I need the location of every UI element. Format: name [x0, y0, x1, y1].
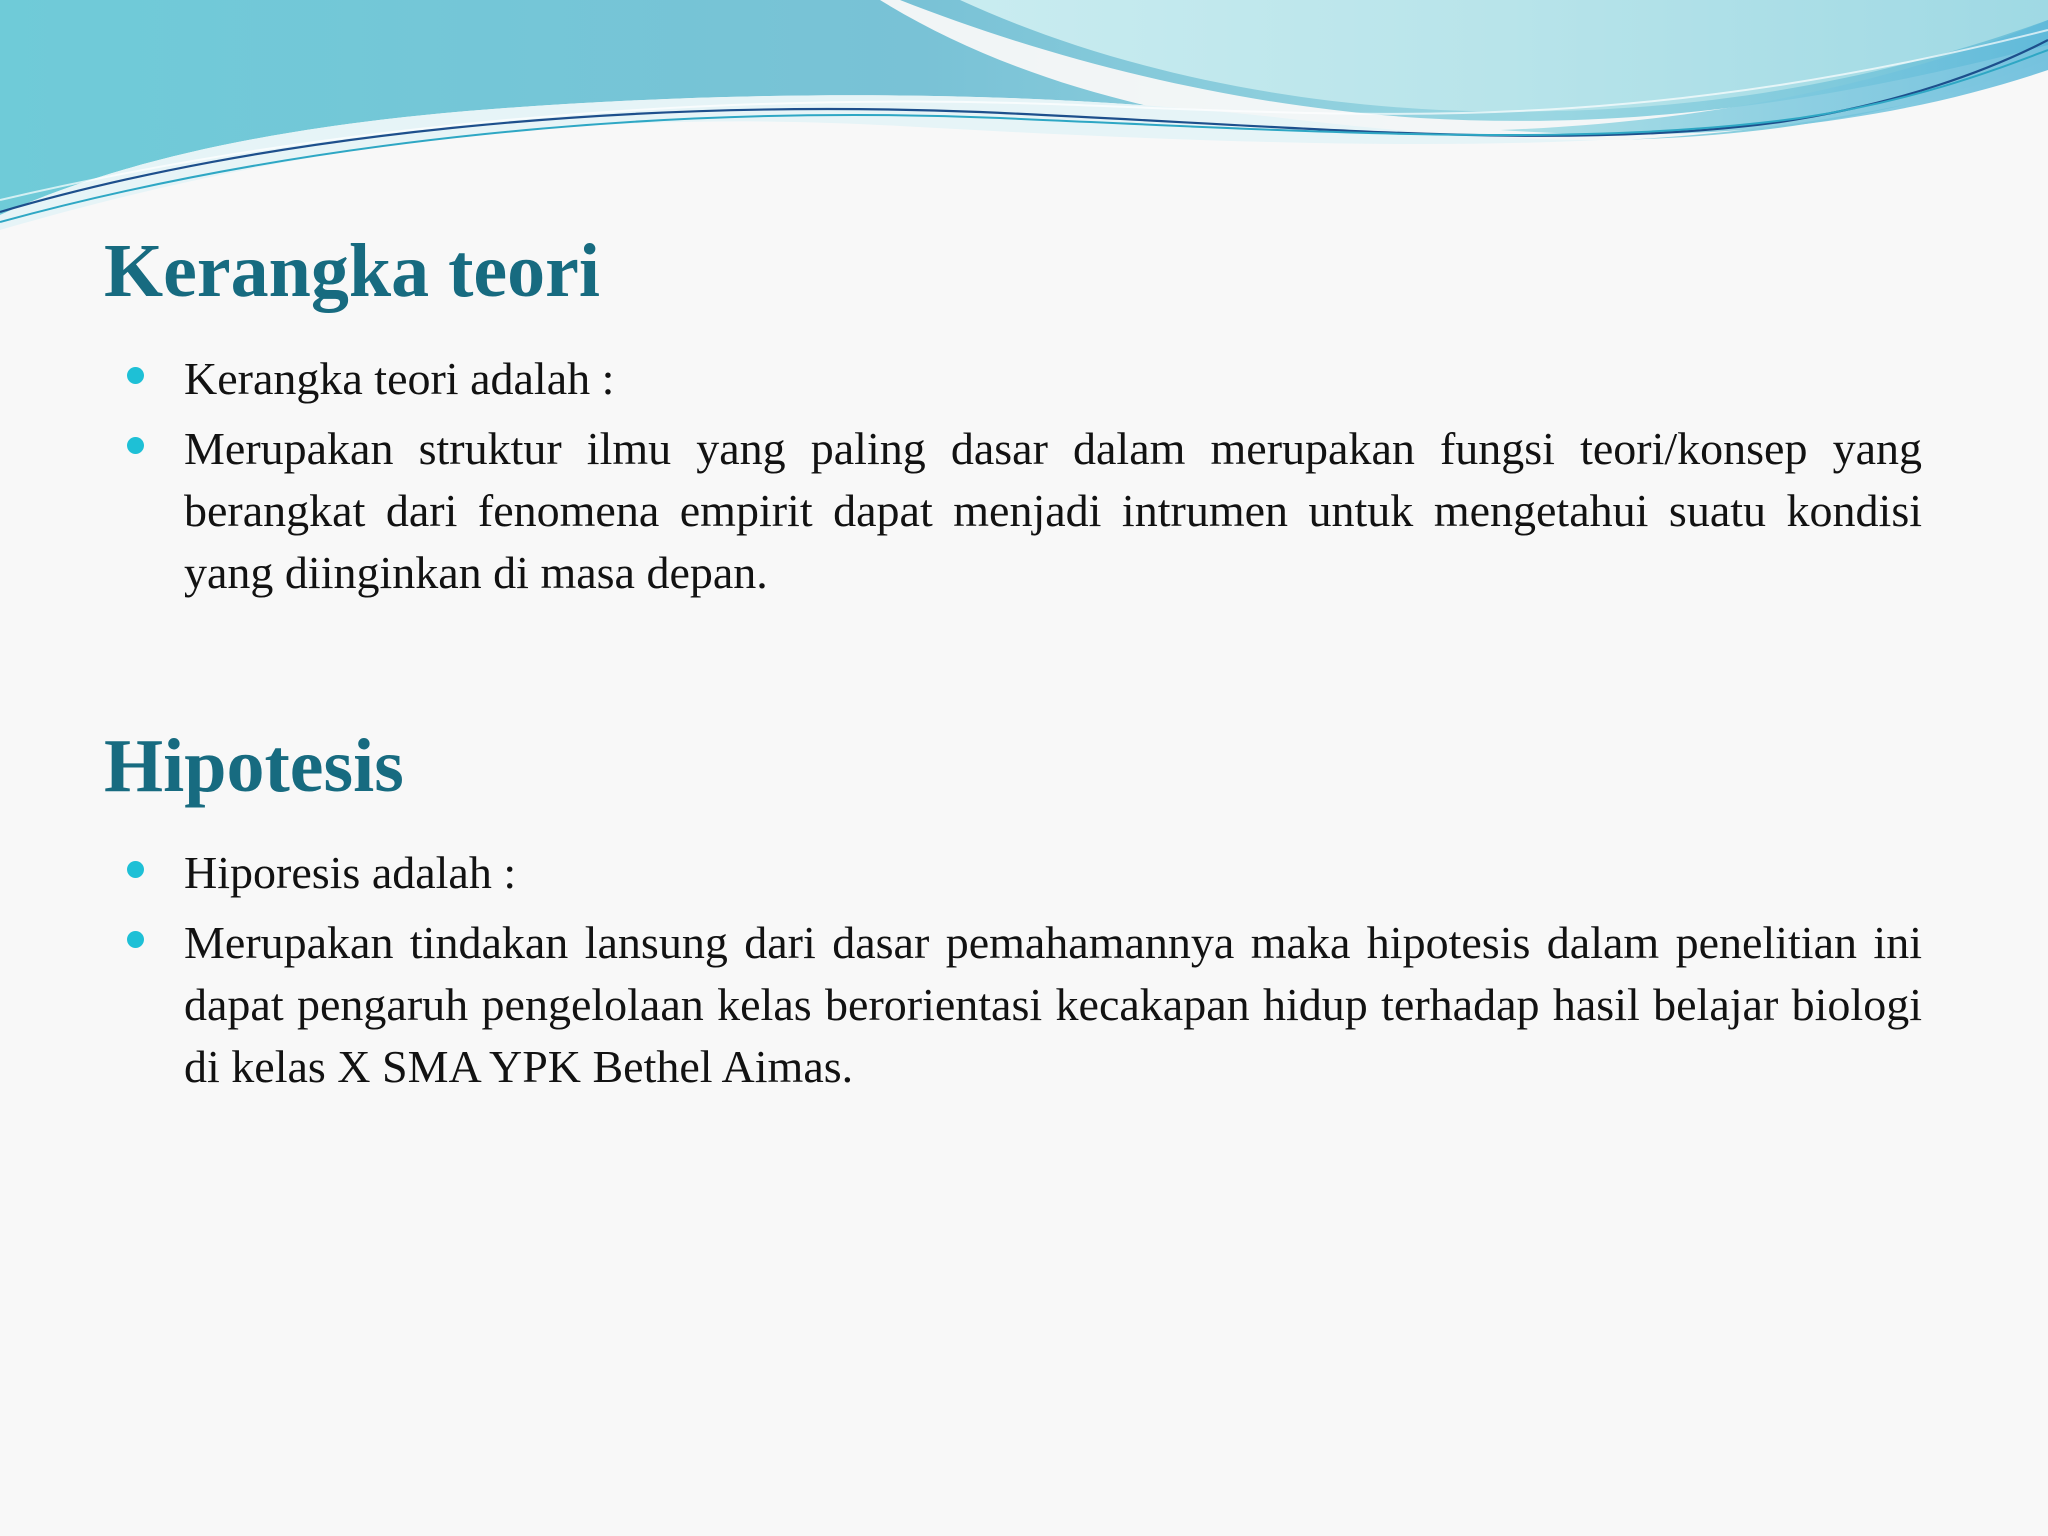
bullet-list-hipotesis — [0, 842, 2048, 1106]
wave-banner-decoration — [0, 0, 2048, 240]
bullet-text: Hiporesis adalah : — [184, 847, 517, 898]
section-heading-hipotesis: Hipotesis — [104, 724, 404, 808]
list-item — [0, 418, 2048, 604]
bullet-dot-icon — [127, 437, 144, 454]
bullet-list-kerangka-teori — [0, 348, 2048, 612]
list-item — [0, 912, 2048, 1098]
list-item — [0, 348, 2048, 410]
bullet-dot-icon — [127, 367, 144, 384]
bullet-text: Merupakan struktur ilmu yang paling dasar dalam merupakan fungsi teori/konsep yang berangkat dari fenomena empirit dapat menjadi intrumen untuk mengetahui suatu kondisi yang diinginkan di masa depan. — [184, 423, 1945, 598]
section-heading-kerangka-teori: Kerangka teori — [104, 229, 601, 313]
bullet-dot-icon — [127, 931, 144, 948]
bullet-text: Kerangka teori adalah : — [184, 353, 615, 404]
bullet-dot-icon — [127, 861, 144, 878]
list-item — [0, 842, 2048, 904]
bullet-text: Merupakan tindakan lansung dari dasar pemahamannya maka hipotesis dalam penelitian ini dapat pengaruh pengelolaan kelas berorientasi kecakapan hidup terhadap hasil belajar biologi di kelas X SMA YPK Bethel Aimas. — [184, 917, 1934, 1092]
